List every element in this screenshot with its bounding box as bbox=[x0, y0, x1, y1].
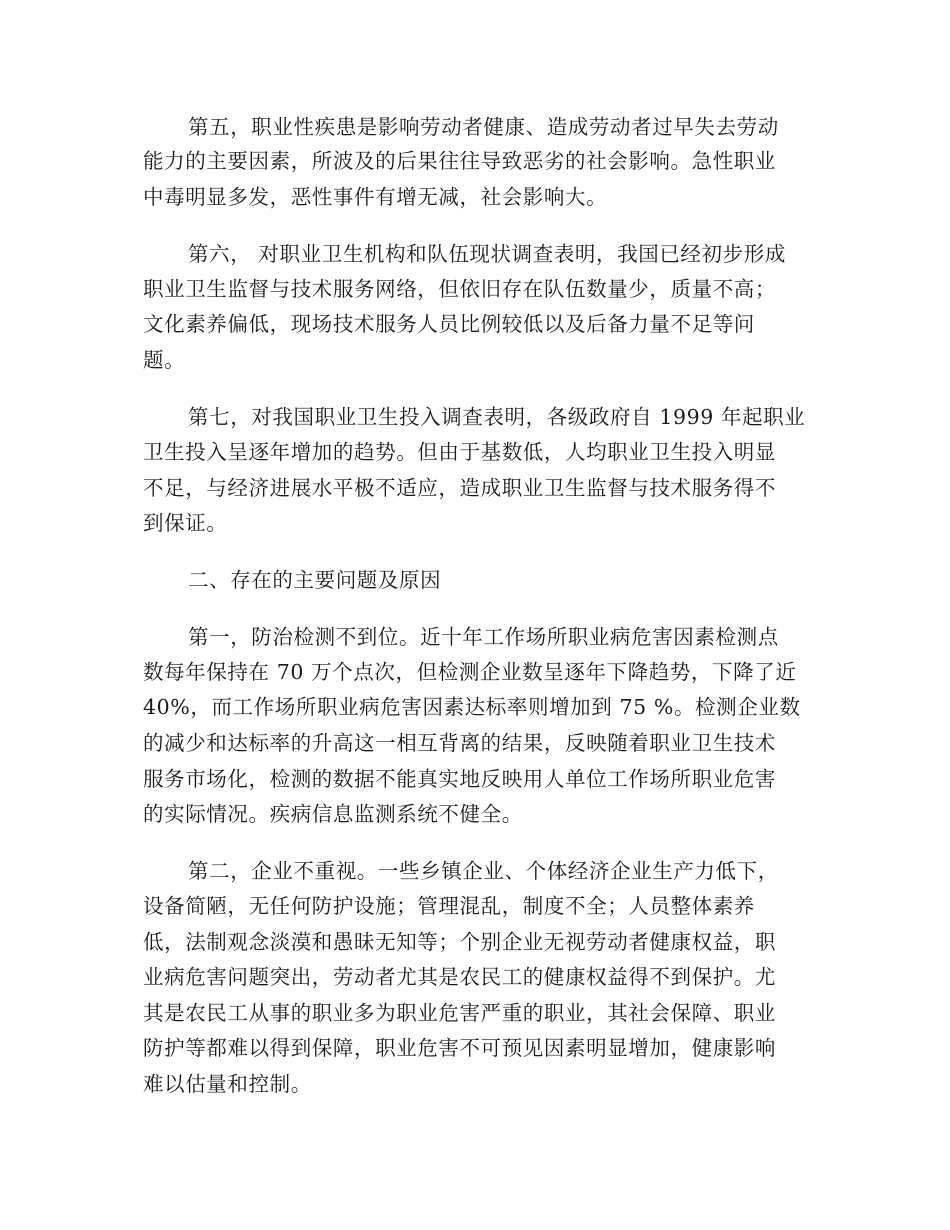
text-line: 数每年保持在 70 万个点次，但检测企业数呈逐年下降趋势，下降了近 bbox=[143, 660, 797, 684]
text-line: 难以估量和控制。 bbox=[143, 1072, 312, 1096]
text-line: 第二，企业不重视。一些乡镇企业、个体经济企业生产力低下， bbox=[188, 859, 779, 883]
text-line: 到保证。 bbox=[143, 511, 228, 535]
text-line: 中毒明显多发，恶性事件有增无减，社会影响大。 bbox=[143, 185, 608, 209]
text-line: 题。 bbox=[143, 348, 186, 372]
text-line: 其是农民工从事的职业多为职业危害严重的职业，其社会保障、职业 bbox=[143, 1001, 776, 1025]
text-line: 服务市场化，检测的数据不能真实地反映用人单位工作场所职业危害 bbox=[143, 767, 776, 791]
text-line: 不足，与经济进展水平极不适应，造成职业卫生监督与技术服务得不 bbox=[143, 476, 776, 500]
text-line: 第一，防治检测不到位。近十年工作场所职业病危害因素检测点 bbox=[188, 625, 779, 649]
section-title: 二、存在的主要问题及原因 bbox=[188, 568, 442, 592]
text-line: 文化素养偏低，现场技术服务人员比例较低以及后备力量不足等问 bbox=[143, 312, 755, 336]
text-line: 的实际情况。疾病信息监测系统不健全。 bbox=[143, 802, 523, 826]
text-line: 能力的主要因素，所波及的后果往往导致恶劣的社会影响。急性职业 bbox=[143, 149, 776, 173]
text-line: 第七，对我国职业卫生投入调查表明，各级政府自 1999 年起职业 bbox=[188, 405, 806, 429]
text-line: 设备简陋，无任何防护设施；管理混乱，制度不全；人员整体素养 bbox=[143, 894, 755, 918]
text-line: 卫生投入呈逐年增加的趋势。但由于基数低，人均职业卫生投入明显 bbox=[143, 440, 776, 464]
text-line: 第五，职业性疾患是影响劳动者健康、造成劳动者过早失去劳动 bbox=[188, 115, 779, 139]
text-line: 40%，而工作场所职业病危害因素达标率则增加到 75 %。检测企业数 bbox=[143, 695, 801, 719]
text-line: 的减少和达标率的升高这一相互背离的结果，反映随着职业卫生技术 bbox=[143, 731, 776, 755]
text-line: 低，法制观念淡漠和愚昧无知等；个别企业无视劳动者健康权益，职 bbox=[143, 930, 776, 954]
text-line: 职业卫生监督与技术服务网络，但依旧存在队伍数量少，质量不高； bbox=[143, 277, 776, 301]
text-line: 防护等都难以得到保障，职业危害不可预见因素明显增加，健康影响 bbox=[143, 1036, 776, 1060]
text-line: 第六， 对职业卫生机构和队伍现状调查表明，我国已经初步形成 bbox=[188, 242, 786, 266]
text-line: 业病危害问题突出，劳动者尤其是农民工的健康权益得不到保护。尤 bbox=[143, 965, 776, 989]
